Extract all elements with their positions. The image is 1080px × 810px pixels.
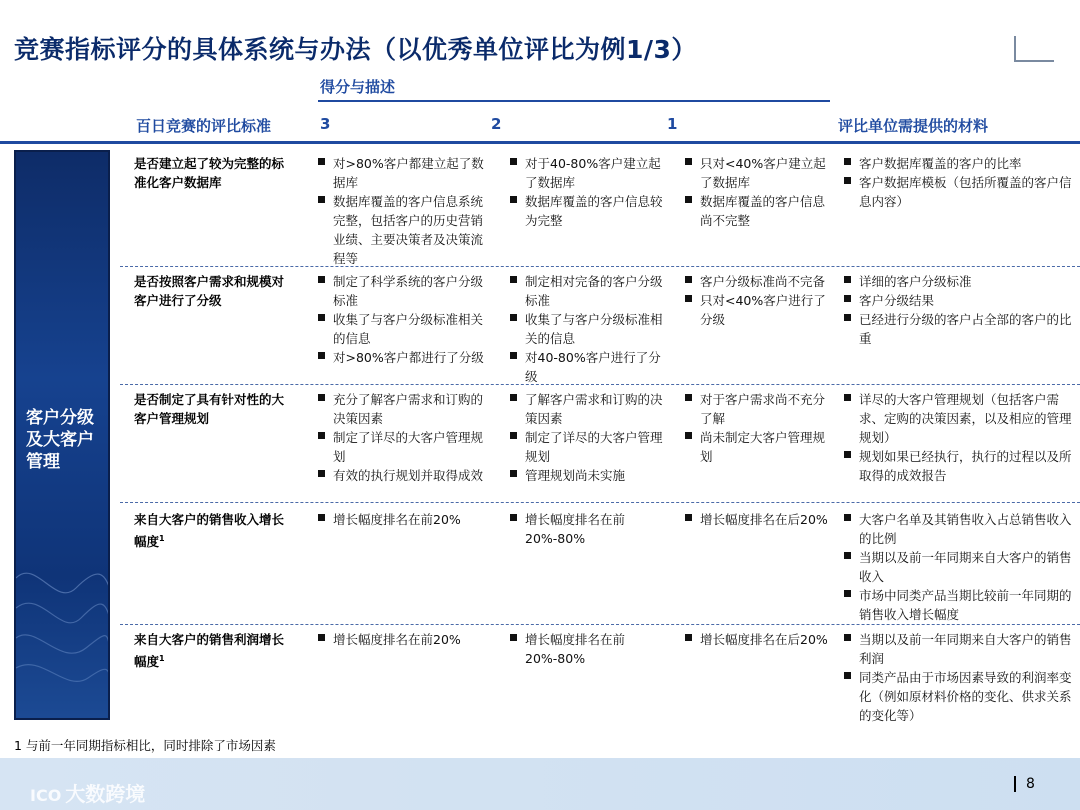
list-item: 只对<40%客户建立起了数据库	[683, 154, 833, 192]
footnote-marker: 1	[159, 534, 165, 543]
materials-cell	[842, 630, 1072, 725]
list-item: 对>80%客户都进行了分级	[316, 348, 486, 367]
category-side-panel	[14, 150, 110, 720]
list-item: 收集了与客户分级标准相关的信息	[316, 310, 486, 348]
score-1-cell	[683, 510, 833, 529]
list-item: 充分了解客户需求和订购的决策因素	[316, 390, 486, 428]
criteria-question: 是否按照客户需求和规模对客户进行了分级	[134, 274, 285, 308]
list-item: 对于40-80%客户建立起了数据库	[508, 154, 668, 192]
list-item: 规划如果已经执行，执行的过程以及所取得的成效报告	[842, 447, 1072, 485]
page-title: 竞赛指标评分的具体系统与办法（以优秀单位评比为例1/3）	[14, 35, 697, 64]
score-3-cell	[316, 154, 486, 268]
score-1-cell	[683, 154, 833, 230]
criteria-question-text: 来自大客户的销售收入增长幅度	[134, 512, 285, 550]
list-item: 已经进行分级的客户占全部的客户的比重	[842, 310, 1072, 348]
materials-cell	[842, 272, 1072, 348]
list-item: 管理规划尚未实施	[508, 466, 668, 485]
score-2-cell	[508, 510, 648, 548]
wave-decoration	[16, 518, 110, 718]
score-3-cell	[316, 630, 486, 649]
list-item: 当期以及前一年同期来自大客户的销售收入	[842, 548, 1072, 586]
page-number: 8	[1014, 776, 1035, 792]
row-divider	[120, 624, 1080, 625]
footer-bar	[0, 758, 1080, 810]
column-header-criteria: 百日竞赛的评比标准	[136, 117, 272, 135]
score-2-cell	[508, 272, 668, 386]
list-item: 尚未制定大客户管理规划	[683, 428, 833, 466]
criteria-question	[134, 630, 294, 671]
column-header-score-1: 1	[667, 115, 678, 133]
footnote-marker: 1	[159, 654, 165, 663]
list-item: 客户分级结果	[842, 291, 1072, 310]
row-divider	[120, 266, 1080, 267]
list-item: 增长幅度排名在前20%	[316, 630, 486, 649]
list-item: 对40-80%客户进行了分级	[508, 348, 668, 386]
score-header-underline	[318, 100, 830, 102]
table-row	[120, 510, 1080, 622]
column-header-materials: 评比单位需提供的材料	[838, 117, 989, 135]
table-row	[120, 272, 1080, 384]
list-item: 客户数据库模板（包括所覆盖的客户信息内容）	[842, 173, 1072, 211]
watermark-logo: ICO	[30, 786, 62, 805]
list-item: 增长幅度排名在前20%-80%	[508, 630, 648, 668]
list-item: 对于客户需求尚不充分了解	[683, 390, 833, 428]
score-1-cell	[683, 390, 833, 466]
criteria-question: 是否制定了具有针对性的大客户管理规划	[134, 392, 285, 426]
list-item: 当期以及前一年同期来自大客户的销售利润	[842, 630, 1072, 668]
list-item: 详尽的大客户管理规划（包括客户需求、定购的决策因素，以及相应的管理规划）	[842, 390, 1072, 447]
row-divider	[120, 502, 1080, 503]
list-item: 有效的执行规划并取得成效	[316, 466, 486, 485]
materials-cell	[842, 510, 1072, 624]
column-header-score-3: 3	[320, 115, 331, 133]
score-2-cell	[508, 390, 668, 485]
watermark	[30, 778, 145, 807]
list-item: 制定了详尽的大客户管理规划	[316, 428, 486, 466]
list-item: 收集了与客户分级标准相关的信息	[508, 310, 668, 348]
list-item: 制定了科学系统的客户分级标准	[316, 272, 486, 310]
list-item: 大客户名单及其销售收入占总销售收入的比例	[842, 510, 1072, 548]
corner-bracket-decoration	[1014, 36, 1054, 62]
list-item: 制定了详尽的大客户管理规划	[508, 428, 668, 466]
score-2-cell	[508, 630, 648, 668]
materials-cell	[842, 154, 1072, 211]
list-item: 只对<40%客户进行了分级	[683, 291, 833, 329]
score-3-cell	[316, 272, 486, 367]
score-header: 得分与描述	[320, 78, 396, 96]
criteria-question-text: 来自大客户的销售利润增长幅度	[134, 632, 285, 670]
list-item: 客户数据库覆盖的客户的比率	[842, 154, 1072, 173]
list-item: 数据库覆盖的客户信息较为完整	[508, 192, 668, 230]
watermark-text: 大数跨境	[65, 782, 146, 806]
score-3-cell	[316, 510, 486, 529]
list-item: 详细的客户分级标准	[842, 272, 1072, 291]
list-item: 增长幅度排名在前20%	[316, 510, 486, 529]
list-item: 同类产品由于市场因素导致的利润率变化（例如原材料价格的变化、供求关系的变化等）	[842, 668, 1072, 725]
score-1-cell	[683, 272, 833, 329]
criteria-question	[134, 510, 294, 551]
list-item: 数据库覆盖的客户信息尚不完整	[683, 192, 833, 230]
table-row	[120, 390, 1080, 498]
criteria-question: 是否建立起了较为完整的标准化客户数据库	[134, 156, 285, 190]
score-3-cell	[316, 390, 486, 485]
list-item: 制定相对完备的客户分级标准	[508, 272, 668, 310]
footnote: 1 与前一年同期指标相比，同时排除了市场因素	[14, 738, 276, 753]
list-item: 数据库覆盖的客户信息系统完整，包括客户的历史营销业绩、主要决策者及决策流程等	[316, 192, 486, 268]
list-item: 市场中同类产品当期比较前一年同期的销售收入增长幅度	[842, 586, 1072, 624]
row-divider	[120, 384, 1080, 385]
list-item: 了解客户需求和订购的决策因素	[508, 390, 668, 428]
list-item: 增长幅度排名在后20%	[683, 510, 833, 529]
score-1-cell	[683, 630, 833, 649]
list-item: 增长幅度排名在前20%-80%	[508, 510, 648, 548]
materials-cell	[842, 390, 1072, 485]
score-2-cell	[508, 154, 668, 230]
list-item: 对>80%客户都建立起了数据库	[316, 154, 486, 192]
list-item: 客户分级标准尚不完备	[683, 272, 833, 291]
table-row	[120, 630, 1080, 730]
column-header-score-2: 2	[491, 115, 502, 133]
list-item: 增长幅度排名在后20%	[683, 630, 833, 649]
table-row	[120, 154, 1080, 266]
category-label: 客户分级及大客户管理	[26, 408, 94, 472]
header-rule	[0, 141, 1080, 144]
